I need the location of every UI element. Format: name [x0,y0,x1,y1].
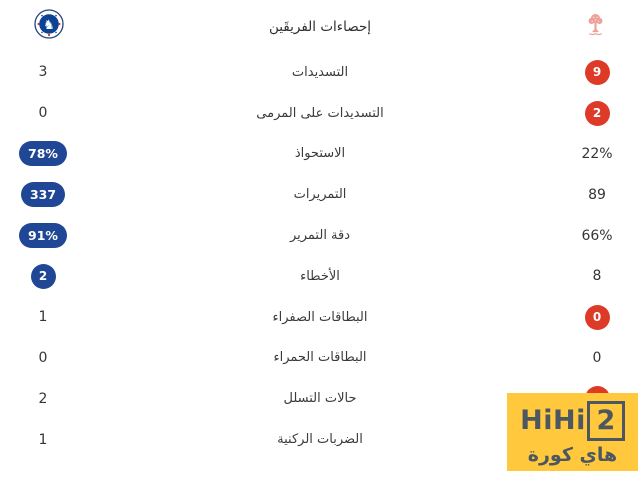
stat-label: الاستحواذ [294,146,346,162]
right-value-slot [554,101,640,126]
right-value-slot [554,268,640,284]
left-value-slot [0,432,86,448]
right-value-slot [554,228,640,244]
left-team-value: 2 [38,390,48,407]
stat-row-pass-accuracy [0,215,640,256]
stat-label: التسديدات [291,64,349,80]
stat-label: البطاقات الصفراء [272,309,368,325]
left-value-slot [0,182,86,207]
right-team-stat-badge: 0 [585,305,610,330]
right-value-slot [554,146,640,162]
stat-label: البطاقات الحمراء [273,350,367,366]
left-team-stat-badge: 91% [19,223,67,248]
left-value-slot [0,350,86,366]
left-team-value: 1 [38,309,48,326]
stat-label: التمريرات [293,187,347,203]
left-value-slot [0,105,86,121]
left-team-stat-badge: 2 [31,264,56,289]
stats-header [0,0,640,52]
left-value-slot [0,309,86,325]
stat-label: دقة التمرير [289,228,351,244]
stat-row-passes [0,174,640,215]
right-team-stat-badge: 9 [585,60,610,85]
stat-label: التسديدات على المرمى [256,105,384,121]
stat-label: الأخطاء [300,268,340,284]
left-team-value: 0 [38,349,48,366]
left-team-stat-badge: 337 [21,182,65,207]
stat-row-red-cards [0,338,640,379]
right-team-stat-badge: 2 [585,101,610,126]
right-team-value: 89 [588,186,606,203]
left-team-value: 0 [38,105,48,122]
page-title: إحصاءات الفريقَين [268,19,372,35]
right-value-slot [554,305,640,330]
right-team-value: 66% [581,227,613,244]
watermark-brand [520,401,625,441]
left-value-slot [0,391,86,407]
right-value-slot [554,350,640,366]
right-value-slot [554,60,640,85]
left-team-value: 1 [38,431,48,448]
watermark-brand-box: 2 [587,401,625,441]
right-team-value: 0 [592,349,602,366]
watermark-arabic-text: هاي كورة [527,443,618,466]
svg-text:♞: ♞ [43,17,55,33]
right-team-value: 8 [592,268,602,285]
left-team-stat-badge: 78% [19,141,67,166]
stat-row-fouls [0,256,640,297]
stat-row-shots-on-target [0,93,640,134]
opponent-crest-icon [583,12,608,37]
stat-label: حالات التسلل [283,391,357,407]
stat-row-possession [0,134,640,175]
stat-label: الضربات الركنية [277,432,363,448]
left-value-slot [0,64,86,80]
hihi2-watermark [507,393,638,471]
left-value-slot [0,264,86,289]
watermark-brand-text: HiHi [520,405,586,436]
right-value-slot [554,187,640,203]
right-team-value: 22% [581,145,613,162]
left-value-slot [0,141,86,166]
left-value-slot [0,223,86,248]
left-team-value: 3 [38,64,48,81]
stat-row-shots [0,52,640,93]
stat-row-yellow-cards [0,297,640,338]
